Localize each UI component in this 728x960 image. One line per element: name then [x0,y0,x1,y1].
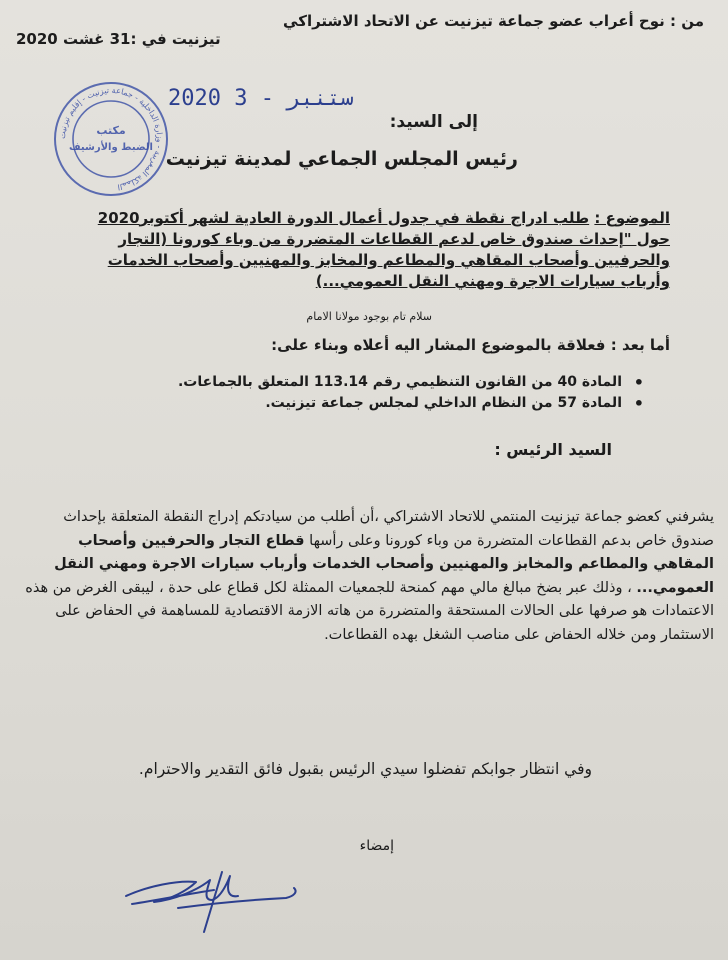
addressee-line: السيد الرئيس : [494,440,612,459]
list-item: • المادة 57 من النظام الداخلي لمجلس جماعة تيزنيت. [82,393,622,414]
registry-stamp-icon [52,80,170,198]
subject-label: الموضوع : [594,209,670,227]
greeting: سلام تام بوجود مولانا الامام [306,310,432,323]
stamp-center-line1: مكتب [96,124,126,137]
letter-body [24,506,714,647]
stamp-handwritten-date: 2020 ستنبر - 3 [168,86,354,111]
subject-text: طلب ادراج نقطة في جدول أعمال الدورة العادية لشهر أكتوبر2020 حول "إحداث صندوق خاص لدعم القطاعات المتضررة من وباء كورونا (التجار والحرفيين وأصحاب المقاهي والمطاعم والمخابز والمهنيين وأصحاب الخدمات وأرباب سيارات الاجرة ومهني النقل العمومي...) [97,209,670,290]
closing-line: وفي انتظار جوابكم تفضلوا سيدي الرئيس بقبول فائق التقدير والاحترام. [138,760,592,778]
recipient-title: رئيس المجلس الجماعي لمدينة تيزنيت [165,148,518,170]
letter-date: تيزنيت في :31 غشت 2020 [16,30,221,48]
signature-label: إمضاء [359,838,394,854]
body-bold-sectors: قطاع التجار والحرفيين وأصحاب المقاهي والمطاعم والمخابز والمهنيين وأصحاب الخدمات وأرباب سيارات الاجرة ومهني النقل العمومي... [54,532,714,596]
stamp-ring-text: المملكة المغربية - وزارة الداخلية - جماعة تيزنيت - إقليم تيزنيت [57,85,165,192]
subject-block [70,208,670,292]
stamp-center-line2: الضبط والأرشيف [69,142,153,153]
body-part-1: يشرفني كعضو جماعة تيزنيت المنتمي للاتحاد الاشتراكي ،أن أطلب من سيادتكم إدراج النقطة المتعلقة بإحداث صندوق خاص بدعم القطاعات المتضررة من وباء كورونا وعلى رأسها [63,509,714,549]
handwritten-signature-icon [118,860,318,940]
sender-line: من : نوح أعراب عضو جماعة تيزنيت عن الاتحاد الاشتراكي [283,12,704,30]
legal-articles-list [82,372,644,414]
recipient-label: إلى السيد: [389,112,478,132]
intro-line: أما بعد : فعلاقة بالموضوع المشار اليه أعلاه وبناء على: [271,336,670,354]
list-item: • المادة 40 من القانون التنظيمي رقم 113.14 المتعلق بالجماعات. [82,372,622,393]
body-part-2: ، وذلك عبر بضخ مبالغ مالي مهم كمنحة للجمعيات الممثلة لكل قطاع على حدة ، ليبقى الغرض من هذه الاعتمادات هو صرفها على الحالات المستحقة والمتضررة من هاته الازمة الاقتصادية للمساهمة في الحفاض على الاستثمار ومن خلاله الحفاض على مناصب الشغل بهده القطاعات. [25,579,714,643]
